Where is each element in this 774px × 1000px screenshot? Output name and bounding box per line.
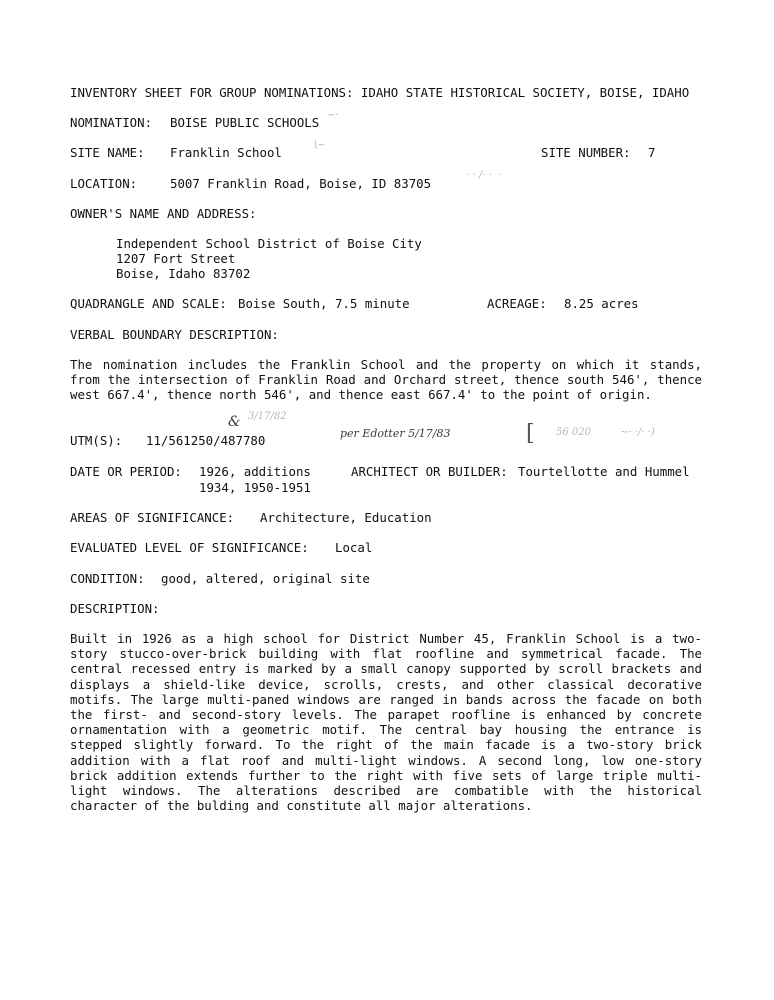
- site-number-label: SITE NUMBER:: [541, 145, 631, 160]
- areas-value: Architecture, Education: [260, 510, 432, 525]
- owner-line-1: Independent School District of Boise City: [116, 236, 422, 251]
- date-line-2: 1934, 1950-1951: [199, 480, 311, 495]
- location-value: 5007 Franklin Road, Boise, ID 83705: [170, 176, 432, 191]
- quadrangle-label: QUADRANGLE AND SCALE:: [70, 296, 227, 311]
- quadrangle-value: Boise South, 7.5 minute: [238, 296, 410, 311]
- architect-label: ARCHITECT OR BUILDER:: [351, 464, 508, 479]
- description-label: DESCRIPTION:: [70, 601, 160, 616]
- handwritten-utm-date: 3/17/82: [248, 411, 287, 422]
- boundary-text: The nomination includes the Franklin School and the property on which it stands, from the intersection of Franklin Road and Orchard street, thence south 546', thence west 667.4', thence north 546', and thence east 667.4' to the point of origin.: [70, 357, 702, 403]
- architect-value: Tourtellotte and Hummel: [518, 464, 690, 479]
- level-label: EVALUATED LEVEL OF SIGNIFICANCE:: [70, 540, 309, 555]
- level-value: Local: [335, 540, 373, 555]
- date-label: DATE OR PERIOD:: [70, 464, 182, 479]
- site-name-label: SITE NAME:: [70, 145, 145, 160]
- owner-line-3: Boise, Idaho 83702: [116, 266, 251, 281]
- acreage-value: 8.25 acres: [564, 296, 639, 311]
- owner-line-2: 1207 Fort Street: [116, 251, 236, 266]
- nomination-value: BOISE PUBLIC SCHOOLS: [170, 115, 320, 130]
- description-text: Built in 1926 as a high school for District Number 45, Franklin School is a two-story stucco-over-brick building with flat roofline and symmetrical facade. The central recessed entry is marked by a small canopy supported by scroll brackets and displays a shield-like device, scrolls, crests, and other classical decorative motifs. The large multi-paned windows are ranged in bands across the facade on both the first- and second-story levels. The parapet roofline is enhanced by concrete ornamentation with a geometric motif. The central bay housing the entrance is stepped slightly forward. To the right of the main facade is a two-story brick addition with a flat roof and multi-light windows. A second long, low one-story brick addition extends further to the right with five sets of large triple multi-light windows. The alterations described are combatible with the historical character of the bulding and constitute all major alterations.: [70, 631, 702, 814]
- condition-label: CONDITION:: [70, 571, 145, 586]
- handwritten-mark-location: · · /· · ·: [466, 170, 502, 181]
- handwritten-mark-site: \~: [314, 140, 326, 151]
- handwritten-utm-note: per Edotter 5/17/83: [340, 427, 451, 440]
- utm-label: UTM(S):: [70, 433, 123, 448]
- date-line-1: 1926, additions: [199, 464, 311, 479]
- owner-label: OWNER'S NAME AND ADDRESS:: [70, 206, 257, 221]
- condition-value: good, altered, original site: [161, 571, 370, 586]
- boundary-label: VERBAL BOUNDARY DESCRIPTION:: [70, 327, 279, 342]
- handwritten-utm-scribble: ~· ·/· ·): [620, 427, 655, 438]
- nomination-label: NOMINATION:: [70, 115, 153, 130]
- areas-label: AREAS OF SIGNIFICANCE:: [70, 510, 235, 525]
- page-title: INVENTORY SHEET FOR GROUP NOMINATIONS: IDAHO STATE HISTORICAL SOCIETY, BOISE, IDAHO: [70, 85, 690, 100]
- handwritten-utm-bracket-text: 56 020: [556, 427, 591, 438]
- site-name-value: Franklin School: [170, 145, 282, 160]
- handwritten-bracket: [: [526, 421, 535, 446]
- location-label: LOCATION:: [70, 176, 138, 191]
- acreage-label: ACREAGE:: [487, 296, 547, 311]
- utm-value: 11/561250/487780: [146, 433, 266, 448]
- site-number-value: 7: [648, 145, 656, 160]
- handwritten-mark-nomination: ~·: [327, 110, 339, 121]
- handwritten-mark-utm: &: [228, 414, 241, 430]
